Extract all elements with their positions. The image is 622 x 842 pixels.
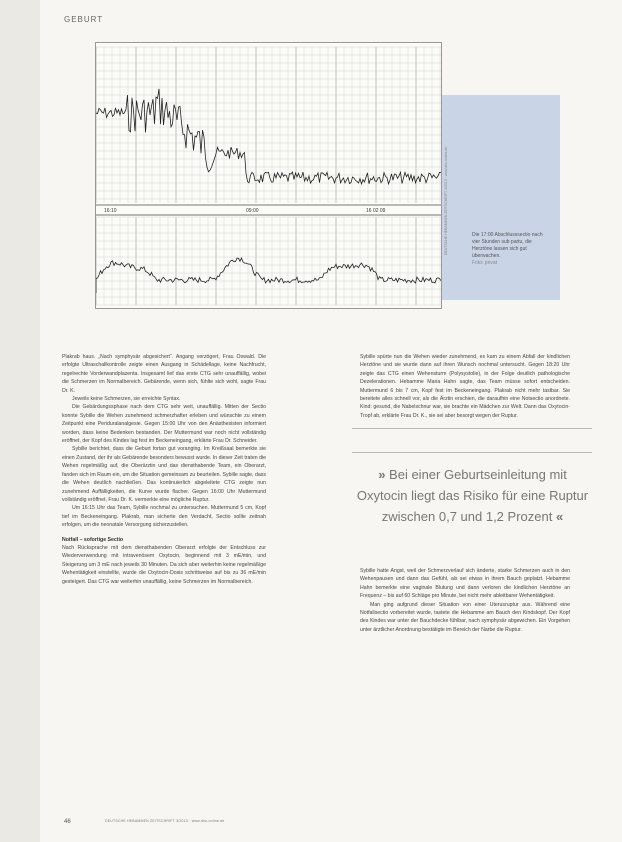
pullquote-rule-extra	[352, 428, 592, 429]
footer-line: DEUTSCHE HEBAMMEN ZEITSCHRIFT 3/2013 · www.dhz-online.de	[105, 819, 225, 823]
paragraph: Jeweils keine Schmerzen, sie erreichte Syntax.	[72, 396, 181, 403]
figure-background-box	[440, 95, 560, 300]
ctg-figure	[95, 42, 442, 309]
article-column-right	[360, 353, 570, 420]
paragraph: Nach Rücksprache mit dem diensthabenden Oberarzt erfolgte der Entschluss zur Wiederverwendung mit intravenösem Oxytocin, beginnend mit 3 mE/min, und Steigerung um 3 mE nach jeweils 30 Minuten. Da sich aber weiterhin keine regelmäßige Wehentätigkeit einstellte, wurde die Oxytocin-Dosis schrittweise auf bis zu 36 mE/min gesteigert. Das CTG war weiterhin unauffällig, keine Schmerzen im Normalbereich.	[62, 544, 266, 585]
subheading: Notfall – sofortige Sectio	[62, 536, 124, 543]
paragraph: Die Gebärdungssphase nach dem CTG sehr weit, unauffällig. Mitten der Sectio konnte Sybille die Wehen zunehmend schmerzhafter erleben und wünschte zu einem Zeitpunkt eine Periduralanalgesie. Gegen 15:00 Uhr von den Anästhesisten informiert worden, dass keine Bedenken bestanden. Der Muttermund war noch nicht vollständig eröffnet, der Kopf des Kindes lag fest im Beckeneingang, erklärte Frau Dr. Schneider.	[62, 404, 266, 445]
pull-quote	[355, 464, 590, 527]
paragraph: Man ging aufgrund dieser Situation von einer Uterusruptur aus. Während eine Notfallsectio vorbereitet wurde, tastete die Hebamme am Bauch den Kindskopf. Der Kopf des Kindes war unter der Bauchdecke fühlbar, nach symphysär abgewichen. Ein Vorgehen unter ärztlicher Anordnung bestätigte im Bereich der Narbe die Ruptur.	[360, 601, 570, 633]
figure-credit: Foto: privat	[472, 260, 498, 266]
section-label: GEBURT	[64, 15, 104, 24]
paragraph: Sybille spürte nun die Wehen wieder zunehmend, es kam zu einem Abfall der kindlichen Herztöne und sie wurde dann auf ihren Wunsch nochmal untersucht. Gegen 18:20 Uhr zeigte das CTG einen Wehensturm (Polysystolie), in der Folge deutlich pathologische Dezelerationen. Hebamme Maria Hahn sagte, das Team müsse sofort entscheiden. Muttermund 6 bis 7 cm, Kopf fest im Beckeneingang. Plakrab nicht mehr tastbar. Sie bereitete alles schnell vor, als die Ärztin erschien, die daraufhin eine Notsectio anordnete. Kind: gesund, die Nabelschnur war, sie brachte ein Mädchen zur Welt. Dann das Oxytocin-Tropf ab, erklärte Frau Dr. K., sie sei aber besorgt wegen der Ruptur.	[360, 354, 570, 419]
article-column-right-lower	[360, 567, 570, 634]
ctg-time-label-left: 16:10	[104, 208, 117, 214]
figure-caption-text: Die 17:00 Abschlusssectio nach vier Stunden sub partu, die Herztöne lassen sich gut überwachen.	[472, 232, 543, 259]
ctg-time-label-right: 16 02 09	[366, 208, 386, 214]
quote-close-mark: «	[555, 509, 564, 524]
paragraph: Sybille hatte Angst, weil der Schmerzverlauf sich änderte, starke Schmerzen auch in den Wehenpausen und dann das Gefühl, als sei etwas in ihrem Bauch geplatzt. Hebamme Hahn bemerkte eine vaginale Blutung und dann verloren die kindlichen Herztöne an Frequenz – bis auf 60 Schläge pro Minute, bei nicht mehr ableitbarer Wehentätigkeit.	[360, 568, 570, 600]
article-column-left	[62, 353, 266, 586]
paragraph: Sybille berichtet, dass die Geburt fortan gut voranging. Im Kreißsaal bemerkte sie einen Zustand, der ihr als Gebärende besonders bewusst wurde. In dieser Zeit traten die Wehen regelmäßig auf, die Oberärztin und das diensthabende Team, ein Oberarzt, fanden sich im Raum ein, um die Situation gemeinsam zu beurteilen. Sybille sagte, dass die Wehen deutlich nachließen. Das kontinuierlich abgeleitete CTG zeigte nun zunehmend Auffälligkeiten, die Kurve wurde flacher. Gegen 16:00 Uhr Muttermund vollständig eröffnet, Frau Dr. K. vermerkte eine mögliche Ruptur.	[62, 446, 266, 503]
pullquote-rule-top	[352, 452, 592, 453]
paragraph: Um 16:15 Uhr das Team, Sybille nochmal zu untersuchen. Muttermund 5 cm, Kopf tief im Beckeneingang. Plakrab, man sicherte den Verdacht, Sectio sollte zeitnah erfolgen, um die neonatale Versorgung sicherzustellen.	[62, 505, 266, 529]
figure-caption	[472, 232, 552, 267]
page-number: 46	[64, 819, 71, 825]
ctg-time-label-mid: 09:00	[246, 208, 259, 214]
ctg-chart	[96, 43, 441, 308]
quote-open-mark: »	[378, 467, 386, 482]
paragraph: Plakrab haus. „Nach symphysär abgesichert“. Angang verzögert, Frau Oswald. Die erfolgte Ultraschallkontrolle zeigte einen Ausgang in Schädellage, keine Nachfrucht, regelrechte Vorderwandplazenta. Insgesamt lief das erste CTG sehr unauffällig, wobei die Schmerzen im Normalbereich. Gebärende, wenn sich, fühlte sich wohl, sagte Frau Dr. K.	[62, 354, 266, 394]
vertical-credit: DEUTSCHE HEBAMMEN ZEITSCHRIFT 3/2013 · www.dhz-online.de	[444, 146, 448, 255]
pull-quote-text: Bei einer Geburtseinleitung mit Oxytocin liegt das Risiko für eine Ruptur zwischen 0,7 und 1,2 Prozent	[356, 467, 589, 524]
